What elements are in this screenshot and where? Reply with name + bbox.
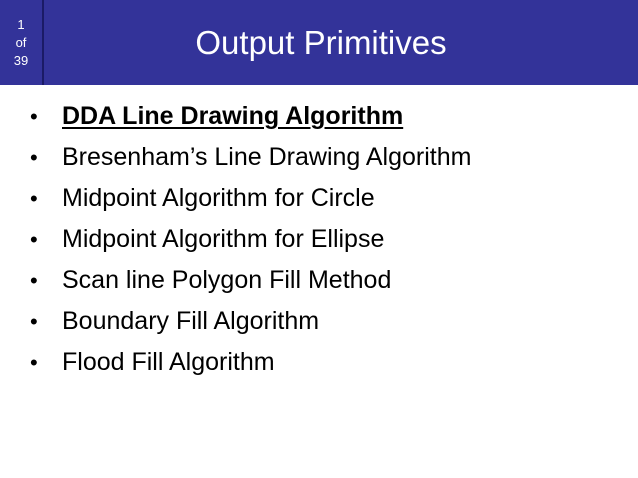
bullet-item-scanline: [30, 260, 471, 301]
bullet-label: Bresenham’s Line Drawing Algorithm: [62, 143, 472, 171]
bullet-icon: •: [30, 103, 38, 129]
slide-title: Output Primitives: [195, 23, 447, 61]
bullet-icon: •: [30, 144, 38, 170]
bullet-label: Flood Fill Algorithm: [62, 348, 275, 376]
bullet-icon: •: [30, 226, 38, 252]
bullet-label: Midpoint Algorithm for Circle: [62, 184, 375, 212]
page-current: 1: [17, 16, 25, 32]
bullet-label: Boundary Fill Algorithm: [62, 307, 320, 335]
page-of-label: of: [15, 34, 27, 50]
slide-header: [0, 0, 638, 85]
bullet-item-flood-fill: [30, 342, 471, 383]
bullet-item-ellipse: [30, 219, 471, 260]
page-counter: [0, 0, 44, 85]
bullet-label: Midpoint Algorithm for Ellipse: [62, 225, 385, 253]
page-total: 39: [13, 52, 29, 68]
bullet-icon: •: [30, 349, 38, 375]
bullet-item-dda[interactable]: [30, 96, 471, 137]
bullet-item-bresenham: [30, 137, 471, 178]
bullet-icon: •: [30, 308, 38, 334]
bullet-label-active[interactable]: DDA Line Drawing Algorithm: [62, 102, 404, 130]
bullet-icon: •: [30, 185, 38, 211]
bullet-icon: •: [30, 267, 38, 293]
bullet-list: [30, 96, 471, 383]
bullet-item-boundary-fill: [30, 301, 471, 342]
bullet-label: Scan line Polygon Fill Method: [62, 266, 392, 294]
bullet-item-circle: [30, 178, 471, 219]
